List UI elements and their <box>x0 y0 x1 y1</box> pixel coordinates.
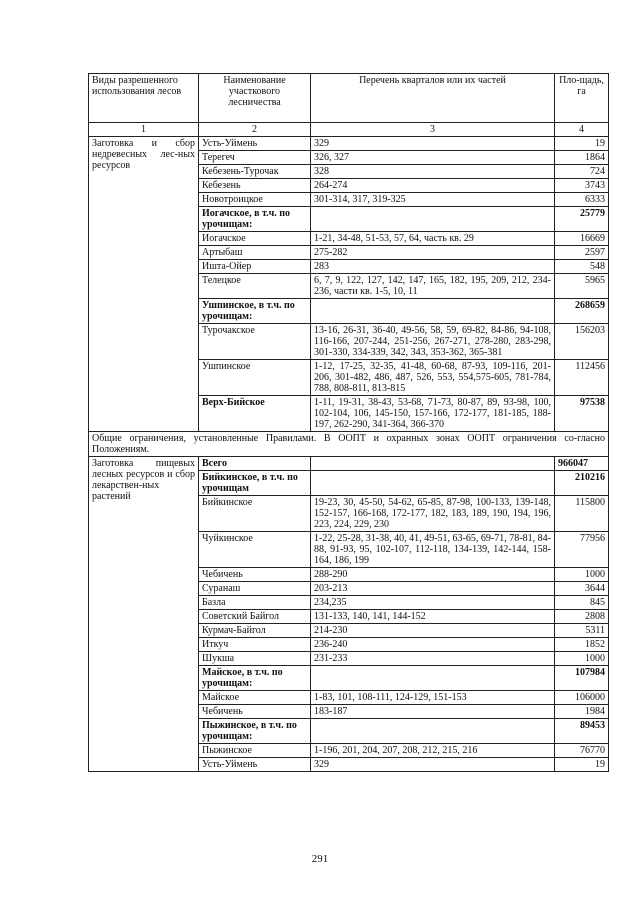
area-value: 966047 <box>555 457 609 471</box>
area-value: 25779 <box>555 207 609 232</box>
area-value: 156203 <box>555 324 609 360</box>
quarters-cell: 328 <box>311 165 555 179</box>
quarters-cell: 19-23, 30, 45-50, 54-62, 65-85, 87-98, 100-133, 139-148, 152-157, 166-168, 172-177, 182, 183, 189, 190, 194, 196, 223, 224, 229, 230 <box>311 496 555 532</box>
area-value: 210216 <box>555 471 609 496</box>
area-value: 2597 <box>555 246 609 260</box>
forestry-name: Майское, в т.ч. по урочищам: <box>199 666 311 691</box>
column-number: 2 <box>199 123 311 137</box>
area-value: 77956 <box>555 532 609 568</box>
table-row <box>89 137 609 151</box>
forestry-name: Чебичень <box>199 705 311 719</box>
quarters-cell: 329 <box>311 758 555 772</box>
area-value: 548 <box>555 260 609 274</box>
quarters-cell: 288-290 <box>311 568 555 582</box>
page-number: 291 <box>311 853 329 865</box>
area-value: 1000 <box>555 652 609 666</box>
restrictions-note-row <box>89 432 609 457</box>
quarters-cell: 183-187 <box>311 705 555 719</box>
quarters-cell: 131-133, 140, 141, 144-152 <box>311 610 555 624</box>
forestry-name: Ушпинское <box>199 360 311 396</box>
header-area: Пло-щадь, га <box>555 74 609 123</box>
column-number: 1 <box>89 123 199 137</box>
forestry-name: Усть-Уймень <box>199 137 311 151</box>
forestry-name: Курмач-Байгол <box>199 624 311 638</box>
forest-use-table <box>88 73 609 772</box>
quarters-cell: 1-21, 34-48, 51-53, 57, 64, часть кв. 29 <box>311 232 555 246</box>
forestry-name: Чебичень <box>199 568 311 582</box>
forestry-name: Усть-Уймень <box>199 758 311 772</box>
quarters-cell <box>311 719 555 744</box>
forestry-name: Верх-Бийское <box>199 396 311 432</box>
column-number: 4 <box>555 123 609 137</box>
forestry-name: Иогачское <box>199 232 311 246</box>
area-value: 5965 <box>555 274 609 299</box>
quarters-cell: 283 <box>311 260 555 274</box>
quarters-cell: 301-314, 317, 319-325 <box>311 193 555 207</box>
forestry-name: Советский Байгол <box>199 610 311 624</box>
area-value: 3743 <box>555 179 609 193</box>
forestry-name: Ушпинское, в т.ч. по урочищам: <box>199 299 311 324</box>
quarters-cell: 1-11, 19-31, 38-43, 53-68, 71-73, 80-87, 89, 93-98, 100, 102-104, 106, 145-150, 157-166, 172-177, 181-185, 188-197, 262-290, 341-364, 366-370 <box>311 396 555 432</box>
forestry-name: Турочакское <box>199 324 311 360</box>
table-row <box>89 457 609 471</box>
forestry-name: Чуйкинское <box>199 532 311 568</box>
area-value: 76770 <box>555 744 609 758</box>
area-value: 106000 <box>555 691 609 705</box>
area-value: 112456 <box>555 360 609 396</box>
forestry-name: Бийкинское <box>199 496 311 532</box>
quarters-cell: 326, 327 <box>311 151 555 165</box>
column-number: 3 <box>311 123 555 137</box>
area-value: 2808 <box>555 610 609 624</box>
quarters-cell <box>311 207 555 232</box>
table-body <box>89 74 609 772</box>
quarters-cell: 236-240 <box>311 638 555 652</box>
area-value: 1984 <box>555 705 609 719</box>
header-quarters: Перечень кварталов или их частей <box>311 74 555 123</box>
header-use-type: Виды разрешенного использования лесов <box>89 74 199 123</box>
forestry-name: Ишта-Ойер <box>199 260 311 274</box>
area-value: 1864 <box>555 151 609 165</box>
quarters-cell <box>311 457 555 471</box>
area-value: 1852 <box>555 638 609 652</box>
restrictions-note: Общие ограничения, установленные Правилами. В ООПТ и охранных зонах ООПТ ограничения со-гласно Положениям. <box>89 432 609 457</box>
quarters-cell: 1-22, 25-28, 31-38, 40, 41, 49-51, 63-65, 69-71, 78-81, 84-88, 91-93, 95, 102-107, 112-118, 134-139, 142-144, 158-164, 186, 199 <box>311 532 555 568</box>
forestry-name: Терегеч <box>199 151 311 165</box>
forestry-name: Телецкое <box>199 274 311 299</box>
forestry-name: Бийкинское, в т.ч. по урочищам <box>199 471 311 496</box>
area-value: 6333 <box>555 193 609 207</box>
area-value: 89453 <box>555 719 609 744</box>
area-value: 845 <box>555 596 609 610</box>
area-value: 97538 <box>555 396 609 432</box>
area-value: 115800 <box>555 496 609 532</box>
area-value: 1000 <box>555 568 609 582</box>
forestry-name: Суранаш <box>199 582 311 596</box>
area-value: 16669 <box>555 232 609 246</box>
quarters-cell: 1-83, 101, 108-111, 124-129, 151-153 <box>311 691 555 705</box>
quarters-cell: 264-274 <box>311 179 555 193</box>
quarters-cell <box>311 666 555 691</box>
quarters-cell: 214-230 <box>311 624 555 638</box>
quarters-cell: 234,235 <box>311 596 555 610</box>
quarters-cell: 275-282 <box>311 246 555 260</box>
forestry-name: Иогачское, в т.ч. по урочищам: <box>199 207 311 232</box>
quarters-cell: 6, 7, 9, 122, 127, 142, 147, 165, 182, 195, 209, 212, 234-236, части кв. 1-5, 10, 11 <box>311 274 555 299</box>
quarters-cell: 231-233 <box>311 652 555 666</box>
forestry-name: Артыбаш <box>199 246 311 260</box>
quarters-cell <box>311 299 555 324</box>
use-type-cell: Заготовка пищевых лесных ресурсов и сбор лекарствен-ных растений <box>89 457 199 772</box>
header-forestry: Наименование участкового лесничества <box>199 74 311 123</box>
area-value: 3644 <box>555 582 609 596</box>
forestry-name: Кебезень-Турочак <box>199 165 311 179</box>
quarters-cell: 1-12, 17-25, 32-35, 41-48, 60-68, 87-93, 109-116, 201-206, 301-482, 486, 487, 526, 553, 554,575-605, 781-784, 788, 808-811, 813-815 <box>311 360 555 396</box>
area-value: 19 <box>555 137 609 151</box>
quarters-cell: 329 <box>311 137 555 151</box>
use-type-cell: Заготовка и сбор недревесных лес-ных ресурсов <box>89 137 199 432</box>
area-value: 268659 <box>555 299 609 324</box>
area-value: 724 <box>555 165 609 179</box>
column-number-row <box>89 123 609 137</box>
area-value: 107984 <box>555 666 609 691</box>
area-value: 5311 <box>555 624 609 638</box>
quarters-cell: 1-196, 201, 204, 207, 208, 212, 215, 216 <box>311 744 555 758</box>
forestry-name: Базла <box>199 596 311 610</box>
forestry-name: Всего <box>199 457 311 471</box>
area-value: 19 <box>555 758 609 772</box>
forestry-name: Пыжинское, в т.ч. по урочищам: <box>199 719 311 744</box>
quarters-cell: 13-16, 26-31, 36-40, 49-56, 58, 59, 69-82, 84-86, 94-108, 116-166, 207-244, 251-256, 267-271, 278-280, 283-298, 301-330, 334-339, 342, 343, 353-362, 365-381 <box>311 324 555 360</box>
forestry-name: Пыжинское <box>199 744 311 758</box>
quarters-cell <box>311 471 555 496</box>
header-row <box>89 74 609 123</box>
forestry-name: Новотроицкое <box>199 193 311 207</box>
forestry-name: Шукша <box>199 652 311 666</box>
forestry-name: Майское <box>199 691 311 705</box>
forestry-name: Иткуч <box>199 638 311 652</box>
quarters-cell: 203-213 <box>311 582 555 596</box>
forestry-name: Кебезень <box>199 179 311 193</box>
